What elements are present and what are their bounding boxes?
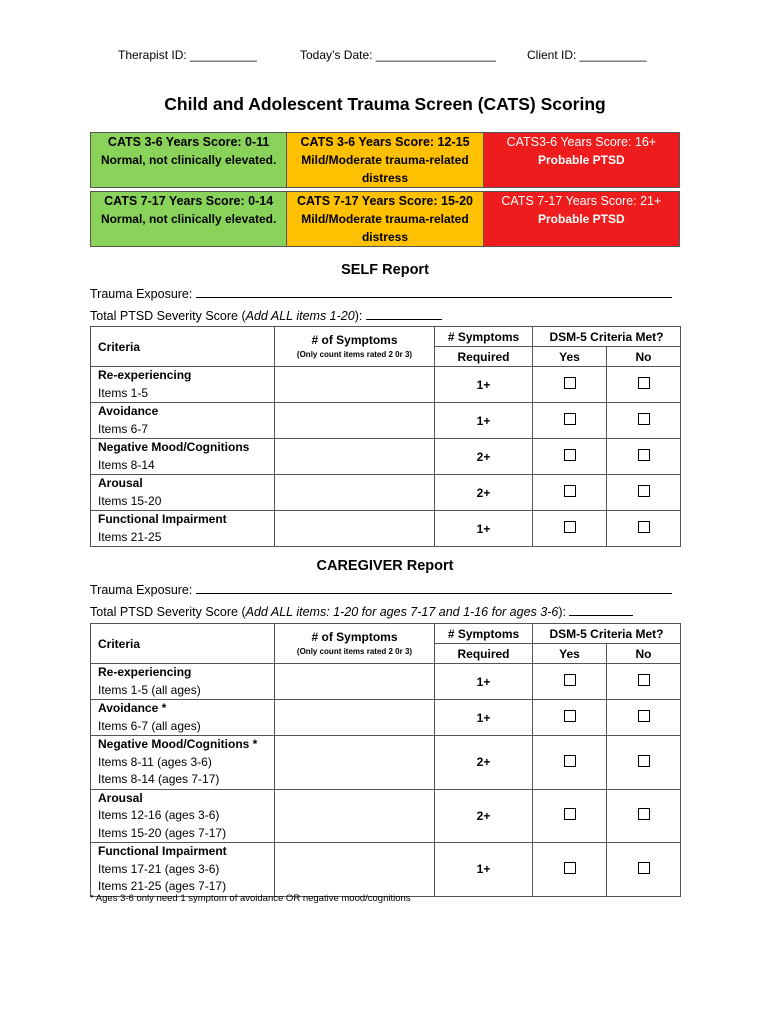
yes-checkbox-cell: [533, 511, 607, 547]
no-checkbox-cell: [607, 664, 681, 700]
required-value: 2+: [435, 475, 533, 511]
table-row: [91, 843, 681, 897]
legend-heading: CATS 7-17 Years Score: 0-14: [104, 194, 274, 208]
no-checkbox[interactable]: [638, 755, 650, 767]
page-title: Child and Adolescent Trauma Screen (CATS) Scoring: [164, 94, 606, 114]
no-checkbox-cell: [607, 439, 681, 475]
no-checkbox-cell: [607, 367, 681, 403]
criteria-items: Items 15-20 (ages 7-17): [98, 825, 227, 840]
required-value: 1+: [435, 664, 533, 700]
no-checkbox-cell: [607, 403, 681, 439]
caregiver-criteria-table: [90, 623, 681, 897]
criteria-cell: [91, 789, 275, 843]
no-checkbox[interactable]: [638, 521, 650, 533]
legend-desc: Normal, not clinically elevated.: [100, 212, 277, 226]
criteria-cell: [91, 511, 275, 547]
no-checkbox[interactable]: [638, 413, 650, 425]
criteria-items: Items 15-20: [98, 493, 162, 508]
criteria-name: Re-experiencing: [98, 368, 192, 382]
criteria-items: Items 8-14: [98, 457, 155, 472]
criteria-name: Arousal: [98, 476, 143, 490]
only-count-note: (Only count items rated 2 0r 3): [296, 647, 413, 656]
criteria-header: Criteria: [91, 624, 275, 664]
criteria-cell: [91, 700, 275, 736]
legend-desc: Mild/Moderate trauma-related distress: [301, 212, 469, 244]
yes-checkbox-cell: [533, 367, 607, 403]
total-label-italic: Add ALL items: 1-20 for ages 7-17 and 1-16 for ages 3-6: [245, 605, 559, 619]
yes-checkbox[interactable]: [564, 674, 576, 686]
symptom-count-input[interactable]: [275, 736, 435, 790]
yes-checkbox-cell: [533, 789, 607, 843]
no-checkbox[interactable]: [638, 710, 650, 722]
total-label-suffix: ):: [354, 309, 366, 323]
legend-ptsd-7-17: [483, 192, 679, 247]
no-checkbox[interactable]: [638, 485, 650, 497]
table-row: [91, 511, 681, 547]
self-total-score: [90, 308, 442, 323]
yes-checkbox-cell: [533, 843, 607, 897]
symptom-count-input[interactable]: [275, 664, 435, 700]
criteria-cell: [91, 403, 275, 439]
yes-checkbox-cell: [533, 403, 607, 439]
symptom-count-input[interactable]: [275, 700, 435, 736]
symptom-count-input[interactable]: [275, 439, 435, 475]
criteria-cell: [91, 736, 275, 790]
yes-checkbox[interactable]: [564, 449, 576, 461]
total-label-italic: Add ALL items 1-20: [245, 309, 355, 323]
required-value: 1+: [435, 403, 533, 439]
self-trauma-exposure: [90, 286, 672, 301]
dsm-header: DSM-5 Criteria Met?: [533, 624, 681, 644]
no-header: No: [607, 347, 681, 367]
self-trauma-label: Trauma Exposure:: [90, 287, 196, 301]
no-checkbox[interactable]: [638, 449, 650, 461]
self-trauma-input[interactable]: [196, 286, 672, 298]
yes-checkbox[interactable]: [564, 413, 576, 425]
table-row: [91, 700, 681, 736]
legend-mild-3-6: [287, 133, 483, 188]
yes-checkbox-cell: [533, 664, 607, 700]
table-row: [91, 736, 681, 790]
symptom-count-input[interactable]: [275, 475, 435, 511]
required-value: 2+: [435, 736, 533, 790]
yes-checkbox[interactable]: [564, 485, 576, 497]
score-legend-ages-3-6: [90, 132, 680, 188]
criteria-name: Avoidance *: [98, 701, 167, 715]
required-header-1: # Symptoms: [435, 327, 533, 347]
client-id-field[interactable]: Client ID: __________: [527, 48, 647, 62]
self-total-score-input[interactable]: [366, 308, 442, 320]
no-checkbox-cell: [607, 700, 681, 736]
symptom-count-input[interactable]: [275, 367, 435, 403]
only-count-note: (Only count items rated 2 0r 3): [296, 350, 413, 359]
legend-heading: CATS3-6 Years Score: 16+: [506, 135, 657, 149]
yes-checkbox[interactable]: [564, 862, 576, 874]
table-row: [91, 403, 681, 439]
criteria-cell: [91, 475, 275, 511]
no-checkbox[interactable]: [638, 674, 650, 686]
no-checkbox[interactable]: [638, 808, 650, 820]
total-label-prefix: Total PTSD Severity Score (: [90, 605, 246, 619]
yes-checkbox-cell: [533, 736, 607, 790]
criteria-header: Criteria: [91, 327, 275, 367]
legend-heading: CATS 7-17 Years Score: 21+: [501, 194, 662, 208]
table-row: [91, 439, 681, 475]
table-row: [91, 789, 681, 843]
criteria-name: Re-experiencing: [98, 665, 192, 679]
criteria-name: Avoidance: [98, 404, 159, 418]
no-checkbox[interactable]: [638, 377, 650, 389]
criteria-items: Items 17-21 (ages 3-6): [98, 861, 220, 876]
todays-date-field[interactable]: Today’s Date: __________________: [300, 48, 496, 62]
required-value: 1+: [435, 367, 533, 403]
criteria-cell: [91, 664, 275, 700]
legend-desc: Normal, not clinically elevated.: [100, 153, 277, 167]
criteria-items: Items 8-11 (ages 3-6): [98, 754, 212, 769]
yes-checkbox[interactable]: [564, 808, 576, 820]
criteria-name: Functional Impairment: [98, 844, 227, 858]
legend-mild-7-17: [287, 192, 483, 247]
symptom-count-input[interactable]: [275, 843, 435, 897]
criteria-name: Negative Mood/Cognitions *: [98, 737, 258, 751]
no-checkbox[interactable]: [638, 862, 650, 874]
num-symptoms-header: [275, 624, 435, 664]
therapist-id-field[interactable]: Therapist ID: __________: [118, 48, 257, 62]
required-header-2: Required: [435, 644, 533, 664]
yes-header: Yes: [533, 347, 607, 367]
required-value: 2+: [435, 439, 533, 475]
criteria-name: Negative Mood/Cognitions: [98, 440, 250, 454]
no-header: No: [607, 644, 681, 664]
self-criteria-table: [90, 326, 681, 547]
criteria-items: Items 6-7 (all ages): [98, 718, 201, 733]
yes-checkbox[interactable]: [564, 377, 576, 389]
footnote: * Ages 3-6 only need 1 symptom of avoidance OR negative mood/cognitions: [90, 893, 411, 904]
criteria-cell: [91, 367, 275, 403]
criteria-cell: [91, 843, 275, 897]
total-label-suffix: ):: [558, 605, 570, 619]
yes-header: Yes: [533, 644, 607, 664]
symptom-count-input[interactable]: [275, 403, 435, 439]
no-checkbox-cell: [607, 475, 681, 511]
caregiver-report-heading: CAREGIVER Report: [316, 558, 454, 574]
caregiver-trauma-exposure: [90, 582, 672, 597]
criteria-items: Items 1-5: [98, 385, 149, 400]
criteria-items: Items 6-7: [98, 421, 149, 436]
required-value: 2+: [435, 789, 533, 843]
required-header-1: # Symptoms: [435, 624, 533, 644]
caregiver-total-score: [90, 604, 633, 619]
legend-heading: CATS 7-17 Years Score: 15-20: [296, 194, 473, 208]
required-header-2: Required: [435, 347, 533, 367]
legend-desc: Probable PTSD: [538, 153, 625, 167]
num-symptoms-label: # of Symptoms: [311, 333, 398, 347]
table-row: [91, 367, 681, 403]
yes-checkbox-cell: [533, 475, 607, 511]
criteria-cell: [91, 439, 275, 475]
caregiver-trauma-label: Trauma Exposure:: [90, 583, 196, 597]
yes-checkbox[interactable]: [564, 755, 576, 767]
score-legend-ages-7-17: [90, 191, 680, 247]
criteria-name: Arousal: [98, 790, 143, 805]
caregiver-total-score-input[interactable]: [569, 604, 633, 616]
table-row: [91, 664, 681, 700]
legend-heading: CATS 3-6 Years Score: 12-15: [300, 135, 470, 149]
symptom-count-input[interactable]: [275, 789, 435, 843]
caregiver-trauma-input[interactable]: [196, 582, 672, 594]
legend-desc: Probable PTSD: [538, 212, 625, 226]
criteria-items: Items 1-5 (all ages): [98, 682, 201, 697]
yes-checkbox-cell: [533, 700, 607, 736]
yes-checkbox[interactable]: [564, 710, 576, 722]
criteria-items: Items 12-16 (ages 3-6): [98, 808, 220, 822]
legend-normal-7-17: [91, 192, 287, 247]
criteria-items: Items 8-14 (ages 7-17): [98, 772, 220, 786]
self-report-heading: SELF Report: [341, 262, 429, 278]
legend-normal-3-6: [91, 133, 287, 188]
no-checkbox-cell: [607, 789, 681, 843]
dsm-header: DSM-5 Criteria Met?: [533, 327, 681, 347]
no-checkbox-cell: [607, 843, 681, 897]
yes-checkbox-cell: [533, 439, 607, 475]
no-checkbox-cell: [607, 736, 681, 790]
required-value: 1+: [435, 843, 533, 897]
criteria-name: Functional Impairment: [98, 512, 227, 526]
required-value: 1+: [435, 511, 533, 547]
criteria-items: Items 21-25: [98, 529, 162, 544]
criteria-items: Items 21-25 (ages 7-17): [98, 879, 227, 893]
required-value: 1+: [435, 700, 533, 736]
legend-desc: Mild/Moderate trauma-related distress: [301, 153, 469, 185]
legend-ptsd-3-6: [483, 133, 679, 188]
legend-heading: CATS 3-6 Years Score: 0-11: [107, 135, 270, 149]
yes-checkbox[interactable]: [564, 521, 576, 533]
total-label-prefix: Total PTSD Severity Score (: [90, 309, 246, 323]
symptom-count-input[interactable]: [275, 511, 435, 547]
no-checkbox-cell: [607, 511, 681, 547]
table-row: [91, 475, 681, 511]
num-symptoms-label: # of Symptoms: [311, 630, 398, 644]
num-symptoms-header: [275, 327, 435, 367]
